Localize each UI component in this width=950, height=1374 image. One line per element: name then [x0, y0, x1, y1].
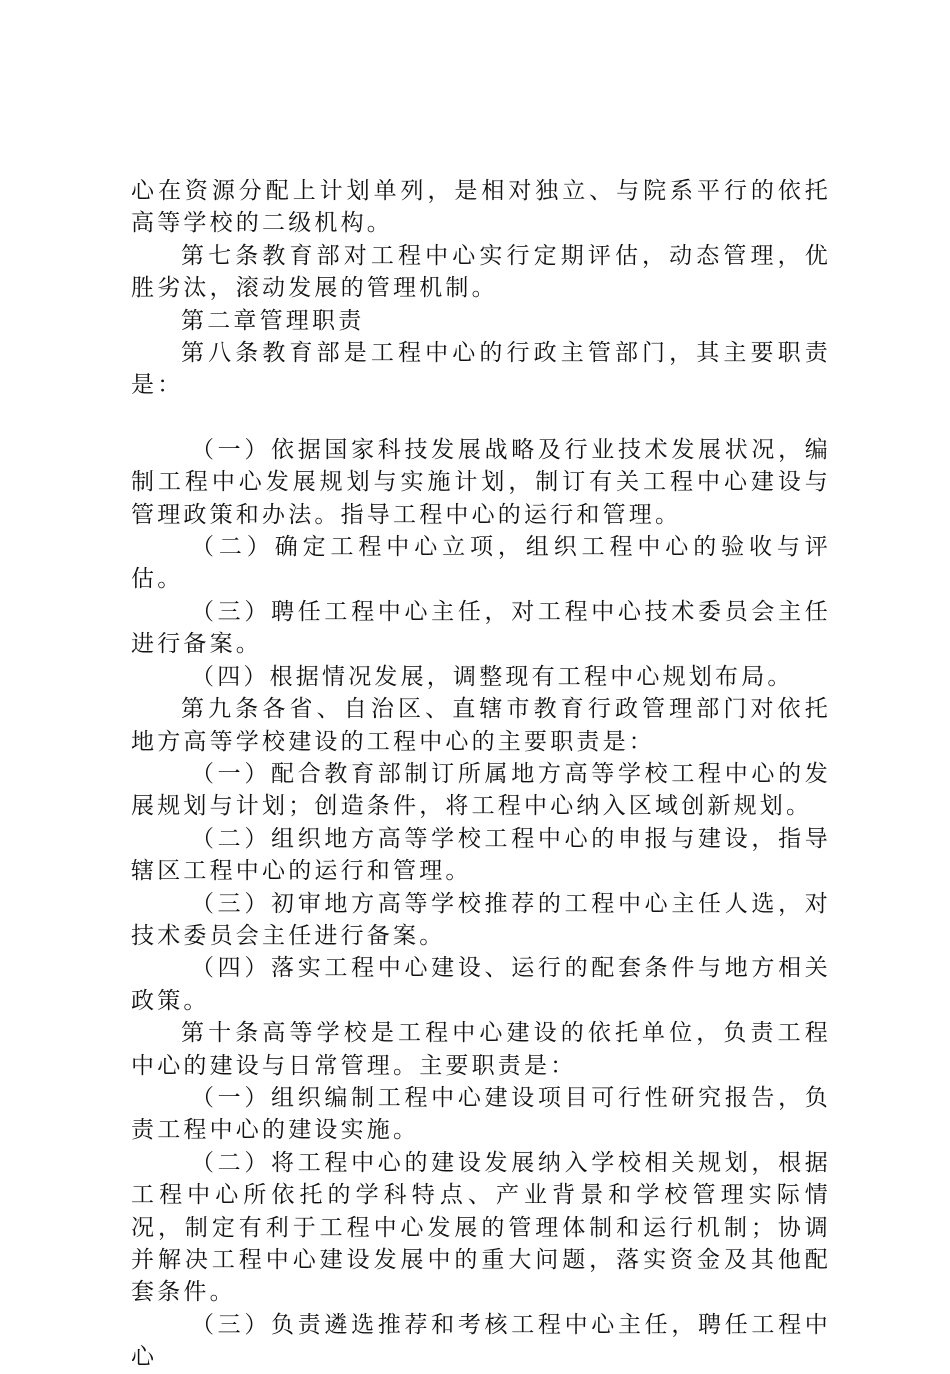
- document-body: [131, 175, 831, 1374]
- chapter-2-heading: 第二章管理职责: [181, 307, 365, 334]
- paragraph-continuation: 心在资源分配上计划单列，是相对独立、与院系平行的依托高等学校的二级机构。: [131, 178, 831, 237]
- article-10: 第十条高等学校是工程中心建设的依托单位，负责工程中心的建设与日常管理。主要职责是：: [131, 1020, 831, 1079]
- article-8-item-1: （一）依据国家科技发展战略及行业技术发展状况，编制工程中心发展规划与实施计划，制订有关工程中心建设与管理政策和办法。指导工程中心的运行和管理。: [131, 436, 831, 528]
- article-9-item-2: （二）组织地方高等学校工程中心的申报与建设，指导辖区工程中心的运行和管理。: [131, 825, 831, 885]
- article-10-item-1: （一）组织编制工程中心建设项目可行性研究报告，负责工程中心的建设实施。: [131, 1084, 831, 1144]
- article-9-item-1: （一）配合教育部制订所属地方高等学校工程中心的发展规划与计划；创造条件，将工程中心纳入区域创新规划。: [131, 760, 831, 820]
- article-8-item-2: （二）确定工程中心立项，组织工程中心的验收与评估。: [131, 534, 831, 593]
- article-9-item-4: （四）落实工程中心建设、运行的配套条件与地方相关政策。: [131, 955, 831, 1014]
- article-9: 第九条各省、自治区、直辖市教育行政管理部门对依托地方高等学校建设的工程中心的主要职责是：: [131, 696, 831, 755]
- article-10-item-3: （三）负责遴选推荐和考核工程中心主任，聘任工程中心: [131, 1311, 831, 1371]
- article-7: 第七条教育部对工程中心实行定期评估，动态管理，优胜劣汰，滚动发展的管理机制。: [131, 242, 831, 302]
- article-10-item-2: （二）将工程中心的建设发展纳入学校相关规划，根据工程中心所依托的学科特点、产业背景和学校管理实际情况，制定有利于工程中心发展的管理体制和运行机制；协调并解决工程中心建设发展中的重大问题，落实资金及其他配套条件。: [131, 1149, 831, 1306]
- article-8-item-4: （四）根据情况发展，调整现有工程中心规划布局。: [191, 663, 794, 690]
- article-8-item-3: （三）聘任工程中心主任，对工程中心技术委员会主任进行备案。: [131, 598, 831, 658]
- article-8: 第八条教育部是工程中心的行政主管部门，其主要职责是：: [131, 340, 831, 399]
- article-9-item-3: （三）初审地方高等学校推荐的工程中心主任人选，对技术委员会主任进行备案。: [131, 890, 831, 949]
